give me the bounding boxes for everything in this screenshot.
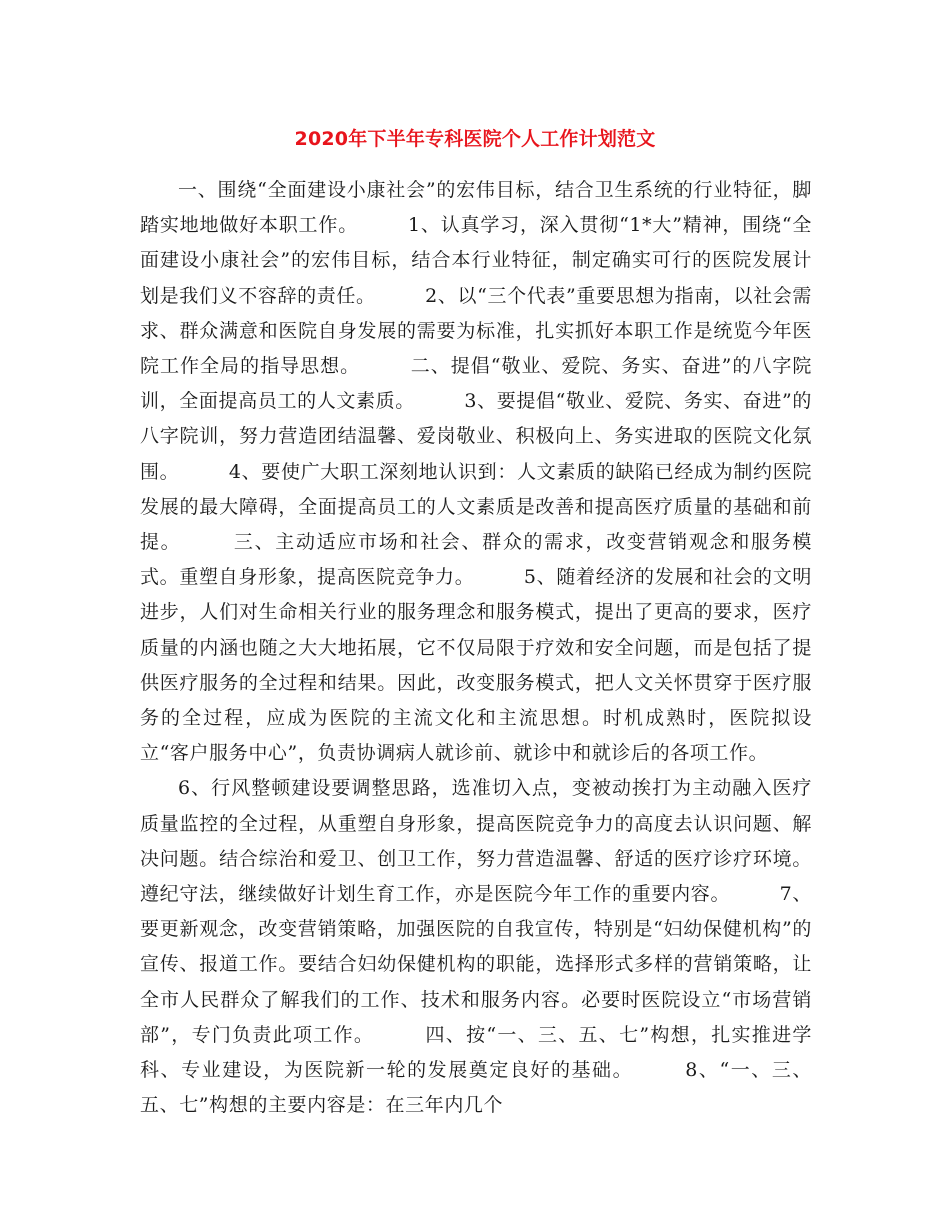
body-paragraph-2: 6、行风整顿建设要调整思路，选准切入点，变被动挨打为主动融入医疗质量监控的全过程，从重塑自身形象，提高医院竞争力的高度去认识问题、解决问题。结合综治和爱卫、创卫工作，努力营造温馨、舒适的医疗诊疗环境。遵纪守法，继续做好计划生育工作，亦是医院今年工作的重要内容。 7、要更新观念，改变营销策略，加强医院的自我宣传，特别是“妇幼保健机构”的宣传、报道工作。要结合妇幼保健机构的职能，选择形式多样的营销策略，让全市人民群众了解我们的工作、技术和服务内容。必要时医院设立“市场营销部”，专门负责此项工作。 四、按“一、三、五、七”构想，扎实推进学科、专业建设，为医院新一轮的发展奠定良好的基础。 8、“一、三、五、七”构想的主要内容是：在三年内几个 xyxy=(140,777,812,1117)
document-title: 2020年下半年专科医院个人工作计划范文 xyxy=(294,128,656,150)
document-body xyxy=(140,173,812,1123)
body-paragraph-1: 一、围绕“全面建设小康社会”的宏伟目标，结合卫生系统的行业特征，脚踏实地地做好本职工作。 1、认真学习，深入贯彻“1*大”精神，围绕“全面建设小康社会”的宏伟目标，结合本行业特征，制定确实可行的医院发展计划是我们义不容辞的责任。 2、以“三个代表”重要思想为指南，以社会需求、群众满意和医院自身发展的需要为标准，扎实抓好本职工作是统览今年医院工作全局的指导思想。 二、提倡“敬业、爱院、务实、奋进”的八字院训，全面提高员工的人文素质。 3、要提倡“敬业、爱院、务实、奋进”的八字院训，努力营造团结温馨、爱岗敬业、积极向上、务实进取的医院文化氛围。 4、要使广大职工深刻地认识到：人文素质的缺陷已经成为制约医院发展的最大障碍，全面提高员工的人文素质是改善和提高医疗质量的基础和前提。 三、主动适应市场和社会、群众的需求，改变营销观念和服务模式。重塑自身形象，提高医院竞争力。 5、随着经济的发展和社会的文明进步，人们对生命相关行业的服务理念和服务模式，提出了更高的要求，医疗质量的内涵也随之大大地拓展，它不仅局限于疗效和安全问题，而是包括了提供医疗服务的全过程和结果。因此，改变服务模式，把人文关怀贯穿于医疗服务的全过程，应成为医院的主流文化和主流思想。时机成熟时，医院拟设立“客户服务中心”，负责协调病人就诊前、就诊中和就诊后的各项工作。 xyxy=(140,179,812,765)
